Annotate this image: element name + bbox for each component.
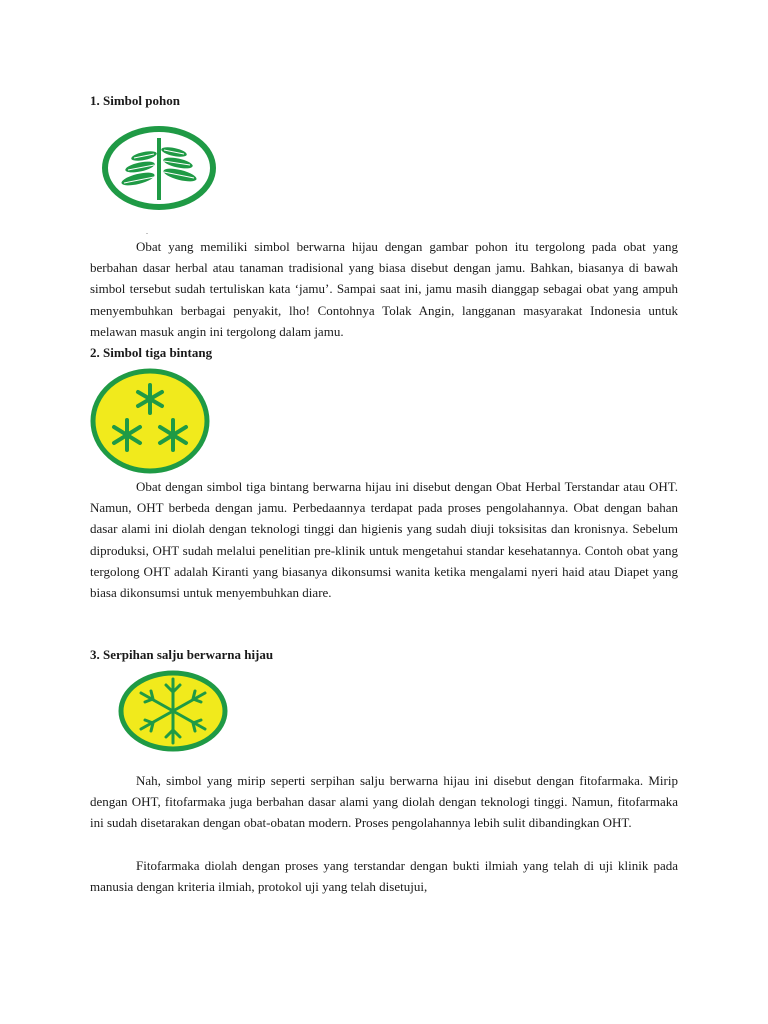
section-heading-oht: 2. Simbol tiga bintang: [90, 345, 213, 360]
stray-mark: .: [146, 227, 148, 236]
snowflake-logo-icon: [118, 669, 228, 753]
tree-logo-icon: [102, 126, 216, 210]
paragraph-fitofarmaka: Nah, simbol yang mirip seperti serpihan salju berwarna hijau ini disebut dengan fitofarmaka. Mirip dengan OHT, fitofarmaka juga berbahan dasar alami yang diolah dengan teknologi tinggi. Namun, fitofarmaka ini sudah disetarakan dengan obat-obatan modern. Proses pengolahannya lebih sulit dibandingkan OHT.: [90, 773, 678, 831]
paragraph-jamu: Obat yang memiliki simbol berwarna hijau dengan gambar pohon itu tergolong pada obat yang berbahan dasar herbal atau tanaman tradisional yang biasa disebut dengan jamu. Bahkan, biasanya di bawah simbol tersebut sudah tertuliskan kata ‘jamu’. Sampai saat ini, jamu masih dianggap sebagai obat yang ampuh menyembuhkan berbagai penyakit, lho! Contohnya Tolak Angin, langganan masyarakat Indonesia untuk melawan masuk angin ini tergolong dalam jamu.: [90, 239, 678, 339]
section-heading-jamu: 1. Simbol pohon: [90, 93, 180, 108]
paragraph-fitofarmaka-process: Fitofarmaka diolah dengan proses yang terstandar dengan bukti ilmiah yang telah di uji klinik pada manusia dengan kriteria ilmiah, protokol uji yang telah disetujui,: [90, 858, 678, 895]
paragraph-oht: Obat dengan simbol tiga bintang berwarna hijau ini disebut dengan Obat Herbal Terstandar atau OHT. Namun, OHT berbeda dengan jamu. Perbedaannya terdapat pada proses pengolahannya. Obat dengan bahan dasar alami ini diolah dengan teknologi tinggi dan higienis yang sudah diuji toksisitas dan kronisnya. Sebelum diproduksi, OHT sudah melalui penelitian pre-klinik untuk mengetahui standar kesehatannya. Contoh obat yang tergolong OHT adalah Kiranti yang biasanya dikonsumsi wanita ketika mengalami nyeri haid atau Diapet yang biasa dikonsumsi untuk menyembuhkan diare.: [90, 479, 678, 601]
three-stars-logo-icon: [90, 368, 210, 474]
section-heading-fitofarmaka: 3. Serpihan salju berwarna hijau: [90, 647, 274, 662]
